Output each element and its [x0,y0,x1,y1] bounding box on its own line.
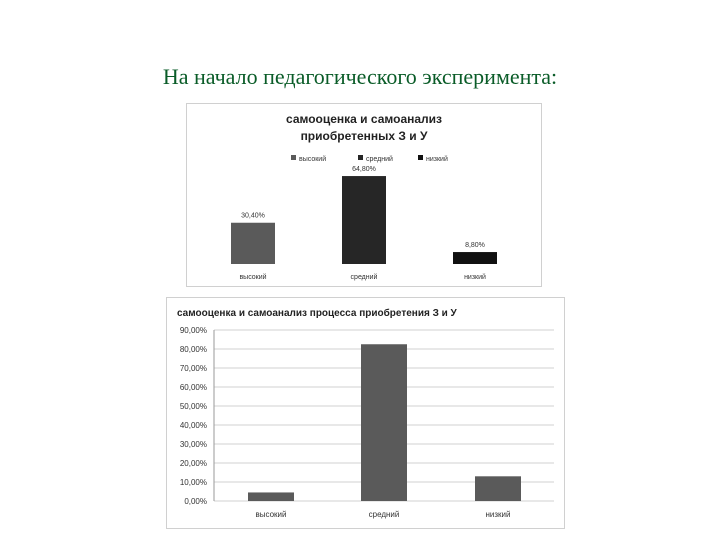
legend-label: высокий [299,156,327,163]
data-label: 30,40% [241,212,265,220]
y-tick-label: 40,00% [179,421,207,430]
bar [453,252,497,264]
bar [361,344,407,501]
slide-title: На начало педагогического эксперимента: [162,64,558,89]
x-tick-label: высокий [255,510,287,519]
bar [248,492,294,501]
legend-label: низкий [426,156,448,163]
legend-label: средний [366,156,393,163]
x-tick-label: средний [350,274,378,281]
y-tick-label: 10,00% [179,478,207,487]
y-tick-label: 60,00% [179,383,207,392]
x-tick-label: низкий [485,510,511,519]
chart-top-svg [187,104,541,286]
y-tick-label: 0,00% [184,497,207,506]
data-label: 8,80% [465,242,485,250]
chart-top [186,103,542,287]
x-tick-label: средний [368,510,400,519]
x-tick-label: низкий [464,274,486,281]
bar [231,223,275,264]
y-tick-label: 20,00% [179,459,207,468]
chart-title: самооценка и самоанализ процесса приобретения З и У [177,308,457,319]
y-tick-label: 70,00% [179,364,207,373]
legend-swatch [291,155,296,160]
legend-swatch [418,155,423,160]
legend-swatch [358,155,363,160]
bar [342,176,386,264]
y-tick-label: 90,00% [179,326,207,335]
chart-title-line: приобретенных З и У [300,129,428,143]
data-label: 64,80% [352,166,376,174]
y-tick-label: 50,00% [179,402,207,411]
chart-bottom [166,297,565,529]
x-tick-label: высокий [239,274,267,281]
y-tick-label: 80,00% [179,345,207,354]
bar [475,476,521,501]
chart-bottom-svg [167,298,564,528]
chart-title-line: самооценка и самоанализ [286,112,442,126]
y-tick-label: 30,00% [179,440,207,449]
